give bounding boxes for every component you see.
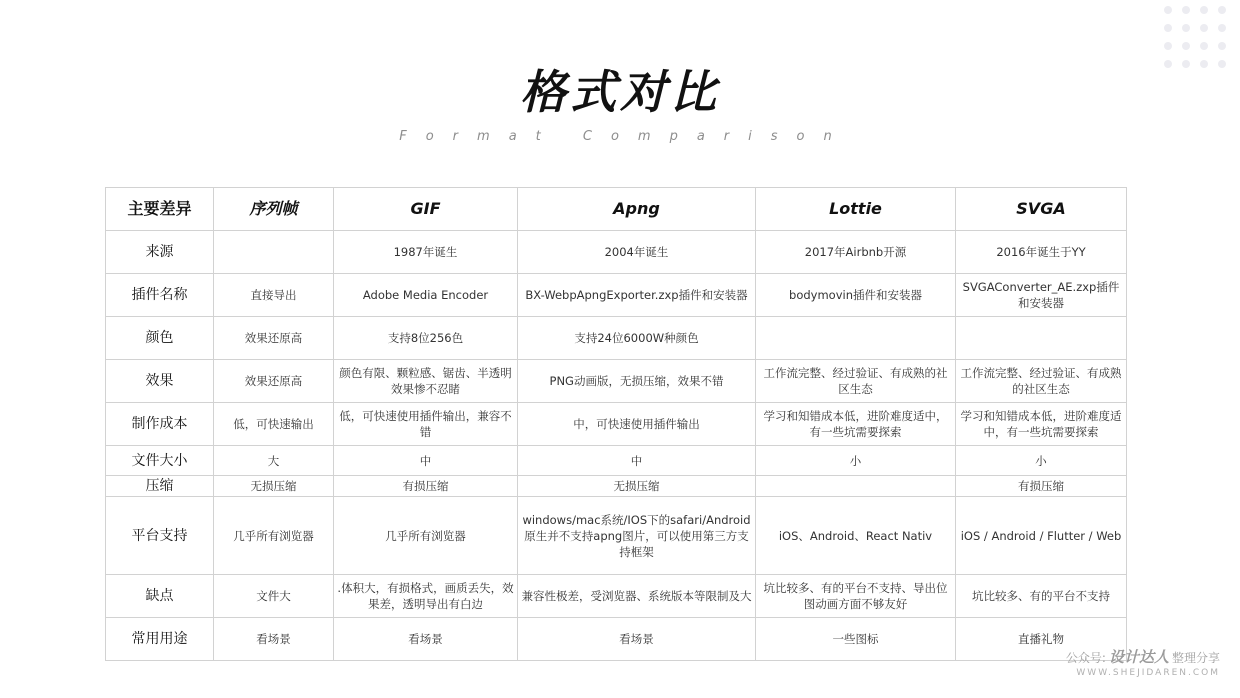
table-cell: 工作流完整、经过验证、有成熟的社区生态 [756, 360, 956, 403]
table-cell: 直接导出 [214, 274, 334, 317]
table-cell [956, 317, 1127, 360]
table-cell: 大 [214, 446, 334, 476]
table-cell: windows/mac系统/IOS下的safari/Android原生并不支持apng图片，可以使用第三方支持框架 [518, 497, 756, 575]
row-label: 平台支持 [106, 497, 214, 575]
table-row [106, 575, 1127, 618]
header-cell: 主要差异 [106, 188, 214, 231]
row-label: 常用用途 [106, 618, 214, 661]
footer-suffix: 整理分享 [1171, 651, 1220, 665]
table-cell: 1987年诞生 [334, 231, 518, 274]
comparison-table [105, 187, 1127, 661]
table-cell [756, 476, 956, 497]
table-cell [214, 231, 334, 274]
footer-url: WWW.SHEJIDAREN.COM [1076, 668, 1220, 678]
table-cell: 2017年Airbnb开源 [756, 231, 956, 274]
table-cell: 几乎所有浏览器 [334, 497, 518, 575]
table-cell: 中，可快速使用插件输出 [518, 403, 756, 446]
row-label: 效果 [106, 360, 214, 403]
dot [1218, 6, 1226, 14]
table-cell: 学习和知错成本低，进阶难度适中，有一些坑需要探索 [956, 403, 1127, 446]
row-label: 文件大小 [106, 446, 214, 476]
table-cell: 小 [956, 446, 1127, 476]
dot [1182, 6, 1190, 14]
header-cell: GIF [334, 188, 518, 231]
table-cell: 有损压缩 [956, 476, 1127, 497]
row-label: 颜色 [106, 317, 214, 360]
dot [1182, 42, 1190, 50]
table-cell: 坑比较多、有的平台不支持、导出位图动画方面不够友好 [756, 575, 956, 618]
table-cell: 颜色有限、颗粒感、锯齿、半透明效果惨不忍睹 [334, 360, 518, 403]
table-cell: 直播礼物 [956, 618, 1127, 661]
dot [1164, 42, 1172, 50]
table-cell: .体积大，有损格式，画质丢失，效果差，透明导出有白边 [334, 575, 518, 618]
table-cell: 中 [518, 446, 756, 476]
header-cell: SVGA [956, 188, 1127, 231]
dot [1218, 24, 1226, 32]
table-row [106, 618, 1127, 661]
header-cell: Apng [518, 188, 756, 231]
dot [1164, 24, 1172, 32]
table-row [106, 317, 1127, 360]
table-cell: 效果还原高 [214, 317, 334, 360]
row-label: 插件名称 [106, 274, 214, 317]
table-row [106, 446, 1127, 476]
table-row [106, 274, 1127, 317]
header-cell: Lottie [756, 188, 956, 231]
table-cell: 兼容性极差，受浏览器、系统版本等限制及大 [518, 575, 756, 618]
row-label: 来源 [106, 231, 214, 274]
dot [1164, 6, 1172, 14]
table-cell: 学习和知错成本低，进阶难度适中，有一些坑需要探索 [756, 403, 956, 446]
footer-prefix: 公众号: [1065, 651, 1106, 665]
table-cell: 工作流完整、经过验证、有成熟的社区生态 [956, 360, 1127, 403]
dot [1200, 24, 1208, 32]
table-row [106, 360, 1127, 403]
dot [1200, 42, 1208, 50]
table-cell: iOS、Android、React Nativ [756, 497, 956, 575]
table-cell: 一些图标 [756, 618, 956, 661]
page-subtitle: Format Comparison [399, 129, 851, 144]
table-cell: bodymovin插件和安装器 [756, 274, 956, 317]
table-cell: 几乎所有浏览器 [214, 497, 334, 575]
table-cell: iOS / Android / Flutter / Web [956, 497, 1127, 575]
table-cell: 看场景 [214, 618, 334, 661]
table-row [106, 476, 1127, 497]
table-cell: BX-WebpApngExporter.zxp插件和安装器 [518, 274, 756, 317]
table-cell: 文件大 [214, 575, 334, 618]
header-cell: 序列帧 [214, 188, 334, 231]
table-cell: 低，可快速使用插件输出，兼容不错 [334, 403, 518, 446]
table-cell: 支持24位6000W种颜色 [518, 317, 756, 360]
watermark [1066, 646, 1220, 678]
dot [1218, 42, 1226, 50]
table-cell: 低，可快速输出 [214, 403, 334, 446]
table-cell: 看场景 [518, 618, 756, 661]
table-cell: 看场景 [334, 618, 518, 661]
table-cell: 支持8位256色 [334, 317, 518, 360]
table-cell: 2016年诞生于YY [956, 231, 1127, 274]
row-label: 缺点 [106, 575, 214, 618]
dot [1200, 6, 1208, 14]
table-row [106, 403, 1127, 446]
table-row [106, 497, 1127, 575]
page-title: 格式对比 [520, 65, 720, 119]
table-cell: 无损压缩 [214, 476, 334, 497]
table-cell: 2004年诞生 [518, 231, 756, 274]
table-cell: 中 [334, 446, 518, 476]
row-label: 压缩 [106, 476, 214, 497]
footer-brand: 设计达人 [1108, 648, 1169, 666]
table-cell: 无损压缩 [518, 476, 756, 497]
table-row [106, 231, 1127, 274]
table-cell: 有损压缩 [334, 476, 518, 497]
table-cell: 小 [756, 446, 956, 476]
table-header-row [106, 188, 1127, 231]
table-cell: 效果还原高 [214, 360, 334, 403]
table-cell: PNG动画版，无损压缩，效果不错 [518, 360, 756, 403]
table-cell: 坑比较多、有的平台不支持 [956, 575, 1127, 618]
table-cell: SVGAConverter_AE.zxp插件和安装器 [956, 274, 1127, 317]
table-cell [756, 317, 956, 360]
dot [1182, 24, 1190, 32]
row-label: 制作成本 [106, 403, 214, 446]
table-cell: Adobe Media Encoder [334, 274, 518, 317]
